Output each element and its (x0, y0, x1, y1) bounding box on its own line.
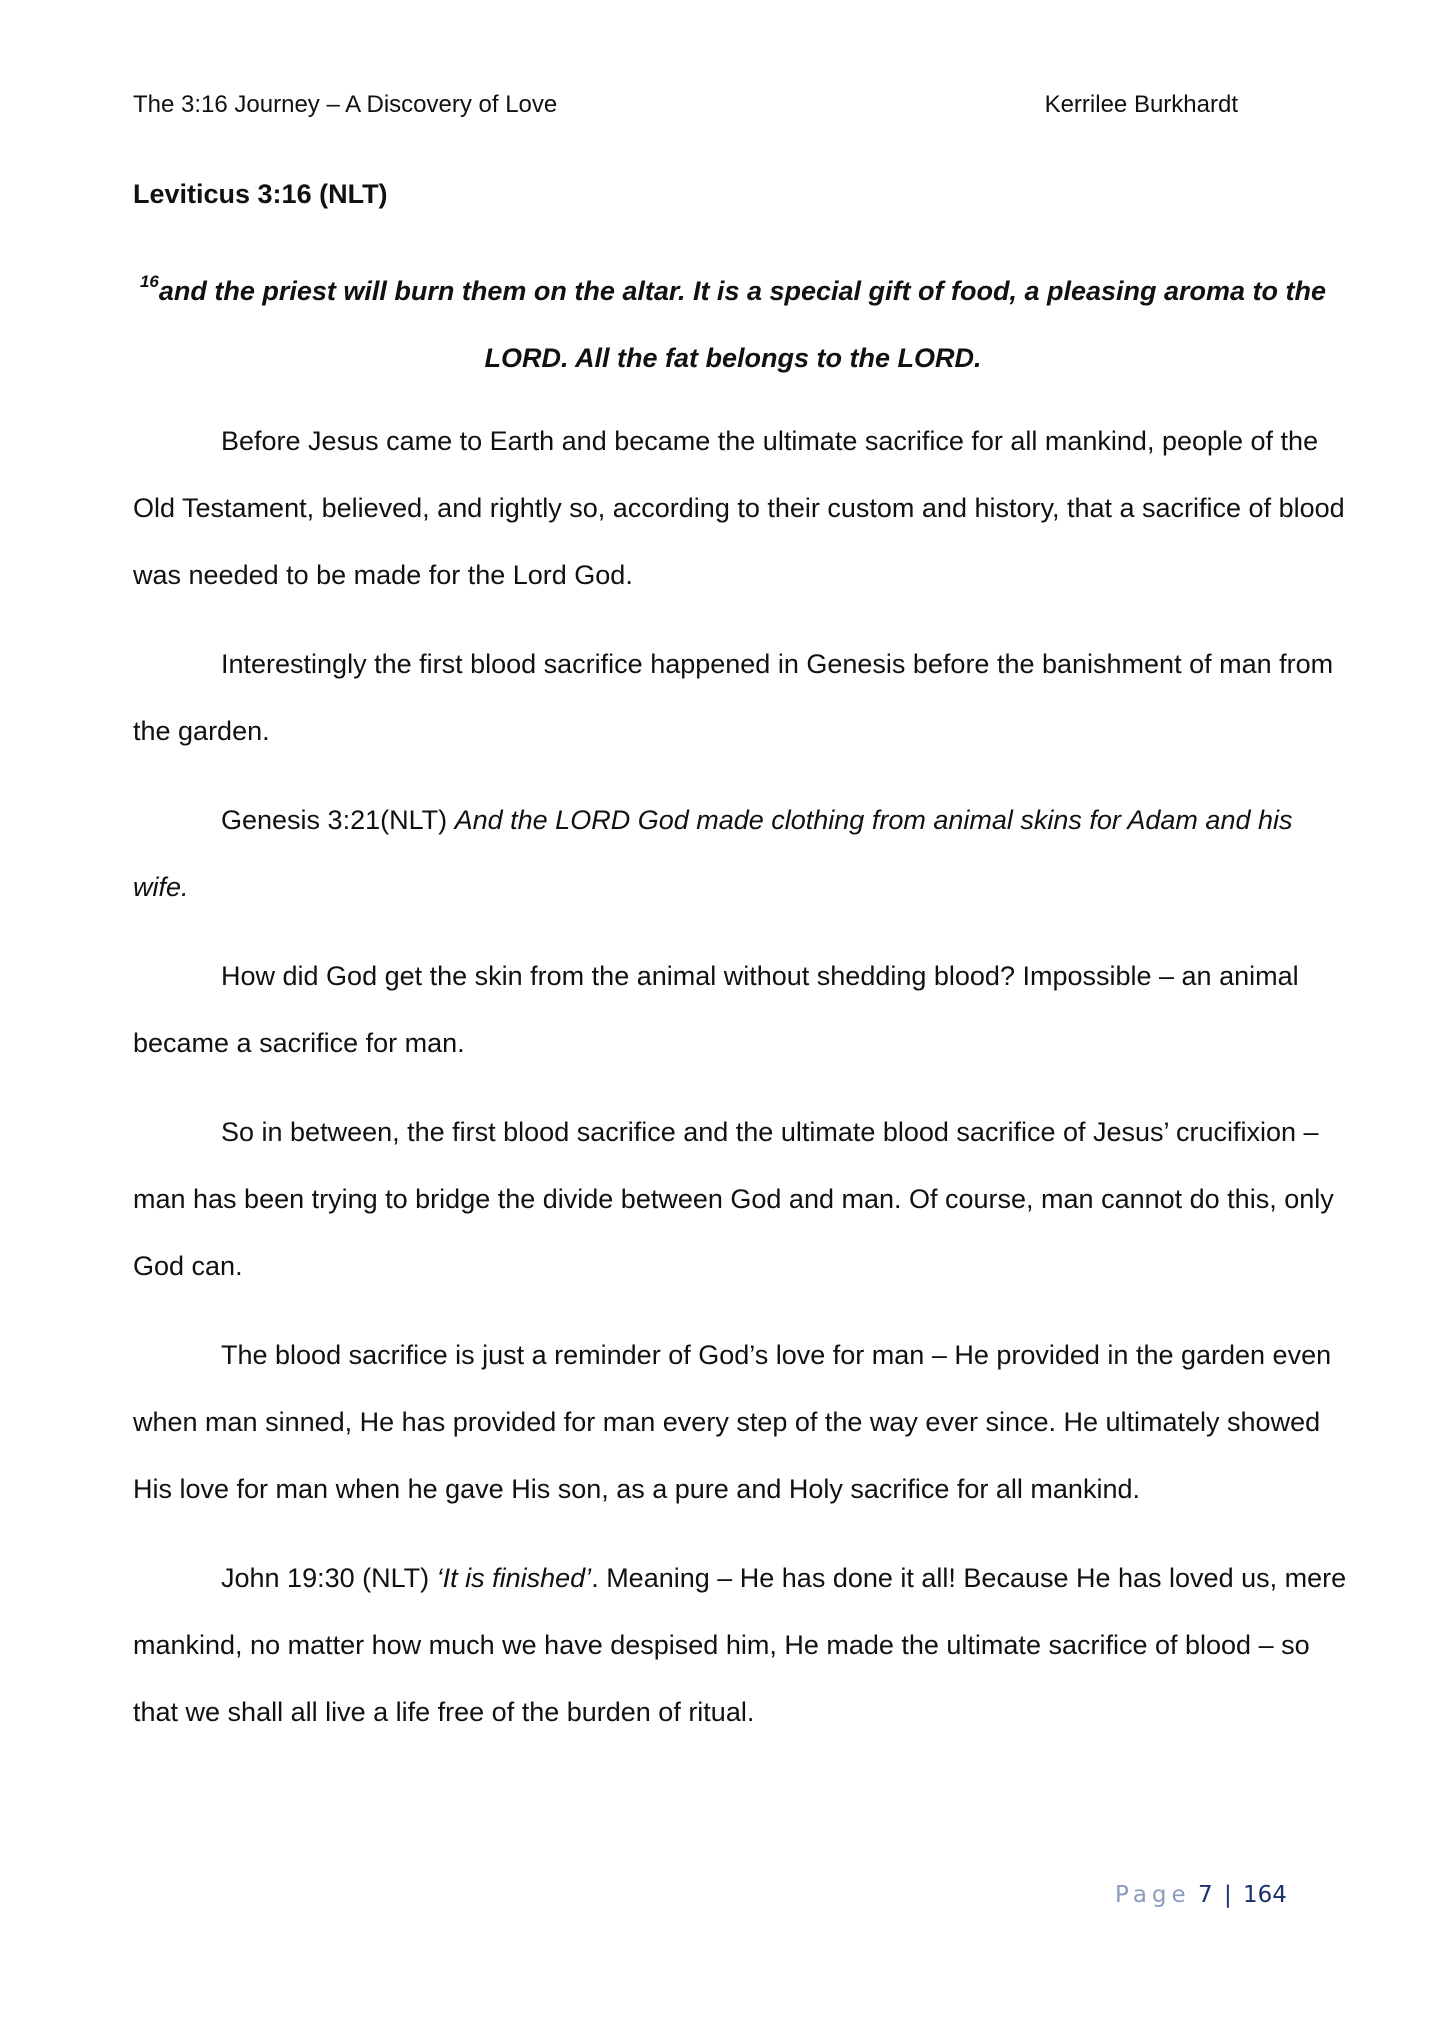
paragraph: So in between, the first blood sacrifice and the ultimate blood sacrifice of Jesus’ crucifixion – man has been trying to bridge the divide between God and man. Of course, man cannot do this, only God can. (133, 1117, 1334, 1281)
paragraph (133, 787, 1348, 921)
total-pages: 164 (1243, 1882, 1287, 1908)
document-title: The 3:16 Journey – A Discovery of Love (133, 91, 558, 118)
page-separator: | (1223, 1882, 1232, 1908)
paragraph (133, 1545, 1348, 1746)
paragraph: The blood sacrifice is just a reminder of God’s love for man – He provided in the garden even when man sinned, He has provided for man every step of the way ever since. He ultimately showed His love for man when he gave His son, as a pure and Holy sacrifice for all mankind. (133, 1340, 1332, 1504)
page-footer (1115, 1878, 1287, 1912)
paragraph: Interestingly the first blood sacrifice happened in Genesis before the banishment of man from the garden. (133, 649, 1334, 746)
page-header (133, 88, 1238, 122)
scripture-quote: ‘It is finished’ (436, 1563, 592, 1593)
paragraph: Before Jesus came to Earth and became the ultimate sacrifice for all mankind, people of the Old Testament, believed, and rightly so, according to their custom and history, that a sacrifice of blood was needed to be made for the Lord God. (133, 426, 1345, 590)
scripture-reference: Genesis 3:21(NLT) (221, 805, 455, 835)
paragraph-rest: . Meaning – He has done it all! Because He has loved us, mere mankind, no matter how much we have despised him, He made the ultimate sacrifice of blood – so that we shall all live a life free of the burden of ritual. (133, 1563, 1347, 1727)
paragraph: How did God get the skin from the animal without shedding blood? Impossible – an animal became a sacrifice for man. (133, 961, 1299, 1058)
scripture-quote: And the LORD God made clothing from animal skins for Adam and his wife. (133, 805, 1293, 902)
verse-text: and the priest will burn them on the altar. It is a special gift of food, a pleasing aroma to the LORD. All the fat belongs to the LORD. (158, 276, 1327, 373)
page-number: 7 (1198, 1882, 1213, 1908)
scripture-reference: John 19:30 (NLT) (221, 1563, 437, 1593)
body-text (133, 408, 1348, 1768)
section-heading: Leviticus 3:16 (NLT) (133, 179, 388, 209)
scripture-verse (133, 258, 1333, 392)
document-author: Kerrilee Burkhardt (1044, 91, 1238, 118)
page-label: Page (1115, 1882, 1191, 1908)
verse-number: 16 (139, 272, 159, 291)
